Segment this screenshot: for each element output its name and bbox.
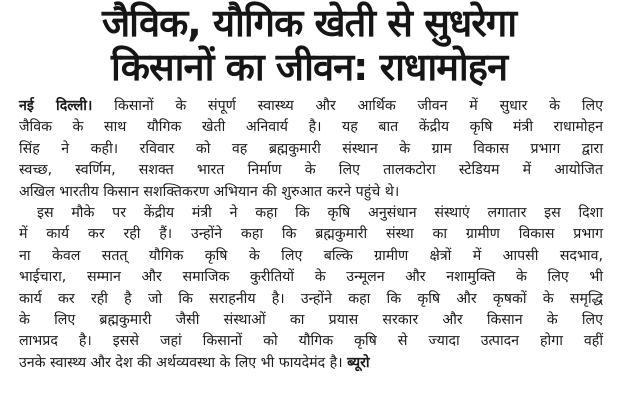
para2-line-8	[19, 353, 603, 374]
para1-line-2: जैविक के साथ यौगिक खेती अनिवार्य है। यह बात केंद्रीय कृषि मंत्री राधामोहन	[19, 119, 603, 136]
headline-line-2: किसानों का जीवन: राधामोहन	[110, 45, 508, 89]
para2-line-7: लाभप्रद है। इससे जहां किसानों को यौगिक कृषि से ज्यादा उत्पादन होगा वहीं	[19, 333, 603, 350]
article-body	[19, 96, 603, 374]
para2-line-6: के लिए ब्रह्मकुमारी जैसी संस्थाओं का प्रयास सरकार और किसान के लिए	[19, 311, 603, 328]
para2-line-5: कार्य कर रही है जो कि सराहनीय है। उन्होंने कहा कि कृषि और कृषकों के समृद्धि	[19, 290, 603, 307]
para1-line-4: स्वच्छ, स्वर्णिम, सशक्त भारत निर्माण के लिए तालकटोरा स्टेडियम में आयोजित	[19, 162, 603, 179]
para1-line-1	[19, 96, 603, 117]
para2-line-2: में कार्य कर रही हैं। उन्होंने कहा कि ब्रह्मकुमारी संस्था का ग्रामीण विकास प्रभाग	[19, 226, 603, 243]
para2-line-3: ना केवल सतत् यौगिक कृषि के लिए बल्कि ग्रामीण क्षेत्रों में आपसी सदभाव,	[19, 247, 603, 264]
para1-line-5: अखिल भारतीय किसान सशक्तिकरण अभियान की शुरुआत करने पहुंचे थे।	[19, 183, 400, 200]
para1-line-3: सिंह ने कही। रविवार को वह ब्रह्मकुमारी संस्थान के ग्राम विकास प्रभाग द्वारा	[19, 140, 603, 157]
para2-line-8-text: उनके स्वास्थ्य और देश की अर्थव्यवस्था के लिए भी फायदेमंद है।	[19, 354, 343, 371]
para2-line-4: भाईचारा, सम्मान और समाजिक कुरीतियों के उन्मूलन और नशामुक्ति के लिए भी	[19, 269, 603, 286]
byline: ब्यूरो	[347, 354, 370, 371]
para2-line-1: इस मौके पर केंद्रीय मंत्री ने कहा कि कृषि अनुसंधान संस्थाएं लगातार इस दिशा	[37, 204, 603, 221]
headline-line-1: जैविक, यौगिक खेती से सुधरेगा	[101, 1, 517, 45]
para1-line-1-text: किसानों के संपूर्ण स्वास्थ्य और आर्थिक जीवन में सुधार के लिए	[114, 98, 603, 114]
dateline: नई दिल्ली।	[19, 98, 93, 114]
